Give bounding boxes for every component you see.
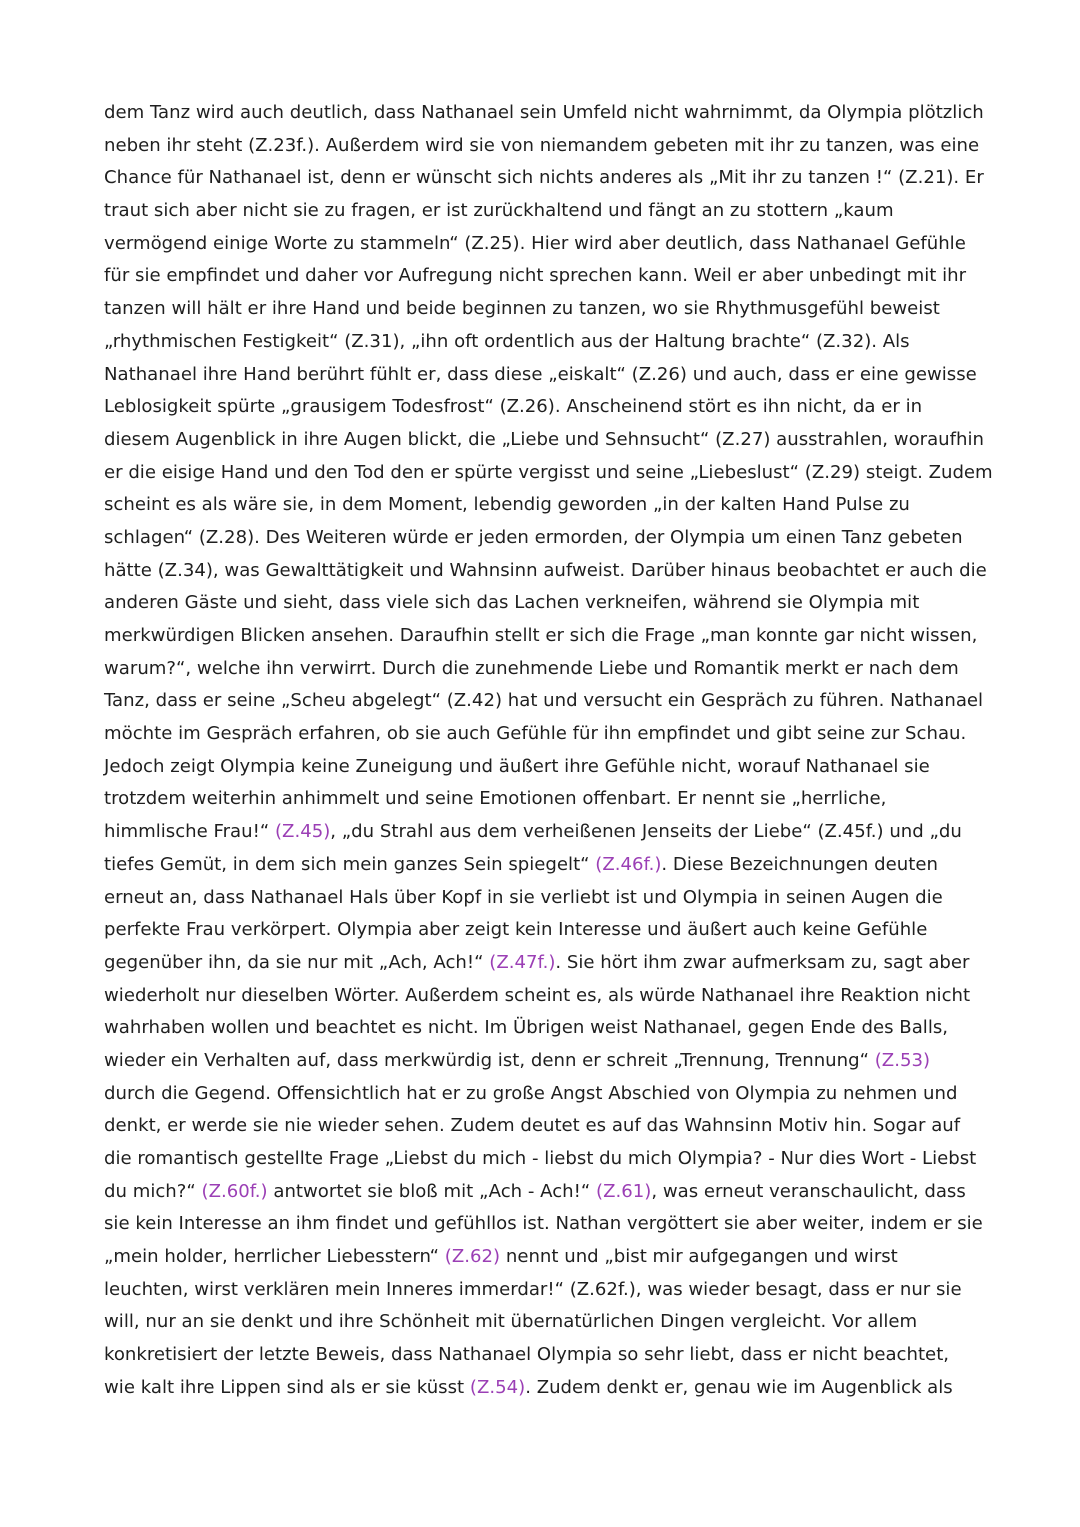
text-segment: „rhythmischen Festigkeit“ (Z.31), „ihn oft ordentlich aus der Haltung brachte“ (Z.32). Als xyxy=(104,330,910,352)
text-line xyxy=(104,751,994,784)
text-line xyxy=(104,1045,994,1078)
text-line xyxy=(104,555,994,588)
text-line xyxy=(104,980,994,1013)
text-line xyxy=(104,489,994,522)
text-line xyxy=(104,1274,994,1307)
text-segment: , was erneut veranschaulicht, dass xyxy=(651,1180,966,1202)
text-line xyxy=(104,457,994,490)
text-segment: antwortet sie bloß mit „Ach - Ach!“ xyxy=(267,1180,597,1202)
line-reference: (Z.46f.) xyxy=(595,853,662,875)
text-segment: traut sich aber nicht sie zu fragen, er ist zurückhaltend und fängt an zu stottern „kaum xyxy=(104,200,894,222)
line-reference: (Z.53) xyxy=(874,1049,931,1071)
text-segment: wahrhaben wollen und beachtet es nicht. Im Übrigen weist Nathanael, gegen Ende des Balls, xyxy=(104,1017,949,1039)
text-line xyxy=(104,1110,994,1143)
text-segment: du mich?“ xyxy=(104,1180,202,1202)
text-segment: diesem Augenblick in ihre Augen blickt, die „Liebe und Sehnsucht“ (Z.27) ausstrahlen, woraufhin xyxy=(104,428,984,450)
text-line xyxy=(104,587,994,620)
text-segment: . Diese Bezeichnungen deuten xyxy=(661,853,938,875)
text-segment: perfekte Frau verkörpert. Olympia aber zeigt kein Interesse und äußert auch keine Gefühle xyxy=(104,919,928,941)
text-segment: möchte im Gespräch erfahren, ob sie auch Gefühle für ihn empfindet und gibt seine zur Schau. xyxy=(104,723,967,745)
text-segment: warum?“, welche ihn verwirrt. Durch die zunehmende Liebe und Romantik merkt er nach dem xyxy=(104,657,959,679)
text-line xyxy=(104,162,994,195)
text-line xyxy=(104,718,994,751)
text-segment: Leblosigkeit spürte „grausigem Todesfrost“ (Z.26). Anscheinend stört es ihn nicht, da er in xyxy=(104,396,923,418)
text-segment: gegenüber ihn, da sie nur mit „Ach, Ach!“ xyxy=(104,951,490,973)
text-line xyxy=(104,816,994,849)
line-reference: (Z.47f.) xyxy=(489,951,556,973)
text-segment: will, nur an sie denkt und ihre Schönheit mit übernatürlichen Dingen vergleicht. Vor allem xyxy=(104,1311,918,1333)
line-reference: (Z.62) xyxy=(444,1246,501,1268)
text-segment: konkretisiert der letzte Beweis, dass Nathanael Olympia so sehr liebt, dass er nicht beachtet, xyxy=(104,1344,950,1366)
text-segment: dem Tanz wird auch deutlich, dass Nathanael sein Umfeld nicht wahrnimmt, da Olympia plötzlich xyxy=(104,102,984,123)
line-reference: (Z.45) xyxy=(275,821,331,843)
text-segment: die romantisch gestellte Frage „Liebst du mich - liebst du mich Olympia? - Nur dies Wort - Liebst xyxy=(104,1148,977,1169)
text-segment: nennt und „bist mir aufgegangen und wirst xyxy=(500,1246,898,1268)
text-segment: anderen Gäste und sieht, dass viele sich das Lachen verkneifen, während sie Olympia mit xyxy=(104,592,920,614)
line-reference: (Z.61) xyxy=(596,1180,652,1202)
text-segment: Tanz, dass er seine „Scheu abgelegt“ (Z.42) hat und versucht ein Gespräch zu führen. Nathanael xyxy=(104,690,984,712)
text-line xyxy=(104,1012,994,1045)
text-line xyxy=(104,1078,994,1111)
text-segment: himmlische Frau!“ xyxy=(104,821,275,843)
text-segment: merkwürdigen Blicken ansehen. Daraufhin stellt er sich die Frage „man konnte gar nicht wissen, xyxy=(104,625,978,646)
text-segment: leuchten, wirst verklären mein Inneres immerdar!“ (Z.62f.), was wieder besagt, dass er nur sie xyxy=(104,1278,962,1300)
text-segment: „mein holder, herrlicher Liebesstern“ xyxy=(104,1246,445,1268)
text-segment: neben ihr steht (Z.23f.). Außerdem wird sie von niemandem gebeten mit ihr zu tanzen, was eine xyxy=(104,134,980,156)
text-segment: , „du Strahl aus dem verheißenen Jenseits der Liebe“ (Z.45f.) und „du xyxy=(330,821,962,843)
text-line xyxy=(104,359,994,392)
text-segment: tanzen will hält er ihre Hand und beide beginnen zu tanzen, wo sie Rhythmusgefühl beweist xyxy=(104,298,940,320)
text-line xyxy=(104,620,994,653)
text-line xyxy=(104,195,994,228)
text-segment: denkt, er werde sie nie wieder sehen. Zudem deutet es auf das Wahnsinn Motiv hin. Sogar auf xyxy=(104,1115,961,1137)
text-line xyxy=(104,685,994,718)
text-segment: scheint es als wäre sie, in dem Moment, lebendig geworden „in der kalten Hand Pulse zu xyxy=(104,494,910,516)
text-segment: schlagen“ (Z.28). Des Weiteren würde er jeden ermorden, der Olympia um einen Tanz gebeten xyxy=(104,526,963,548)
text-line xyxy=(104,882,994,915)
text-line xyxy=(104,97,994,130)
text-line xyxy=(104,849,994,882)
text-segment: . Sie hört ihm zwar aufmerksam zu, sagt aber xyxy=(555,951,970,973)
text-line xyxy=(104,1372,994,1405)
text-segment: erneut an, dass Nathanael Hals über Kopf in sie verliebt ist und Olympia in seinen Augen die xyxy=(104,886,943,908)
text-line xyxy=(104,228,994,261)
text-segment: wieder ein Verhalten auf, dass merkwürdig ist, denn er schreit „Trennung, Trennung“ xyxy=(104,1049,875,1071)
text-segment: vermögend einige Worte zu stammeln“ (Z.25). Hier wird aber deutlich, dass Nathanael Gefühle xyxy=(104,232,966,254)
text-line xyxy=(104,1208,994,1241)
text-segment: durch die Gegend. Offensichtlich hat er zu große Angst Abschied von Olympia zu nehmen und xyxy=(104,1082,958,1104)
text-segment: sie kein Interesse an ihm findet und gefühllos ist. Nathan vergöttert sie aber weiter, indem er sie xyxy=(104,1213,983,1235)
text-segment: Jedoch zeigt Olympia keine Zuneigung und äußert ihre Gefühle nicht, worauf Nathanael sie xyxy=(104,755,930,777)
text-line xyxy=(104,914,994,947)
text-segment: . Zudem denkt er, genau wie im Augenblick als xyxy=(525,1376,953,1398)
text-segment: tiefes Gemüt, in dem sich mein ganzes Sein spiegelt“ xyxy=(104,853,596,875)
text-segment: Nathanael ihre Hand berührt fühlt er, dass diese „eiskalt“ (Z.26) und auch, dass er eine gewisse xyxy=(104,363,977,385)
line-reference: (Z.54) xyxy=(469,1376,526,1398)
text-line xyxy=(104,326,994,359)
text-segment: wie kalt ihre Lippen sind als er sie küsst xyxy=(104,1376,470,1398)
text-line xyxy=(104,130,994,163)
text-line xyxy=(104,1306,994,1339)
text-line xyxy=(104,522,994,555)
text-segment: trotzdem weiterhin anhimmelt und seine Emotionen offenbart. Er nennt sie „herrliche, xyxy=(104,788,887,810)
text-line xyxy=(104,653,994,686)
text-segment: wiederholt nur dieselben Wörter. Außerdem scheint es, als würde Nathanael ihre Reaktion nicht xyxy=(104,984,971,1006)
text-line xyxy=(104,783,994,816)
text-segment: für sie empfindet und daher vor Aufregung nicht sprechen kann. Weil er aber unbedingt mit ihr xyxy=(104,265,967,287)
text-line xyxy=(104,424,994,457)
text-line xyxy=(104,1241,994,1274)
line-reference: (Z.60f.) xyxy=(201,1180,268,1202)
text-segment: er die eisige Hand und den Tod den er spürte vergisst und seine „Liebeslust“ (Z.29) steigt. Zudem xyxy=(104,461,993,483)
text-line xyxy=(104,1339,994,1372)
text-line xyxy=(104,1176,994,1209)
text-line xyxy=(104,1143,994,1176)
text-segment: Chance für Nathanael ist, denn er wünscht sich nichts anderes als „Mit ihr zu tanzen !“ (Z.21). Er xyxy=(104,167,984,189)
text-line xyxy=(104,260,994,293)
essay-paragraph xyxy=(104,97,994,1405)
text-line xyxy=(104,391,994,424)
text-line xyxy=(104,293,994,326)
text-segment: hätte (Z.34), was Gewalttätigkeit und Wahnsinn aufweist. Darüber hinaus beobachtet er auch die xyxy=(104,559,987,581)
text-line xyxy=(104,947,994,980)
